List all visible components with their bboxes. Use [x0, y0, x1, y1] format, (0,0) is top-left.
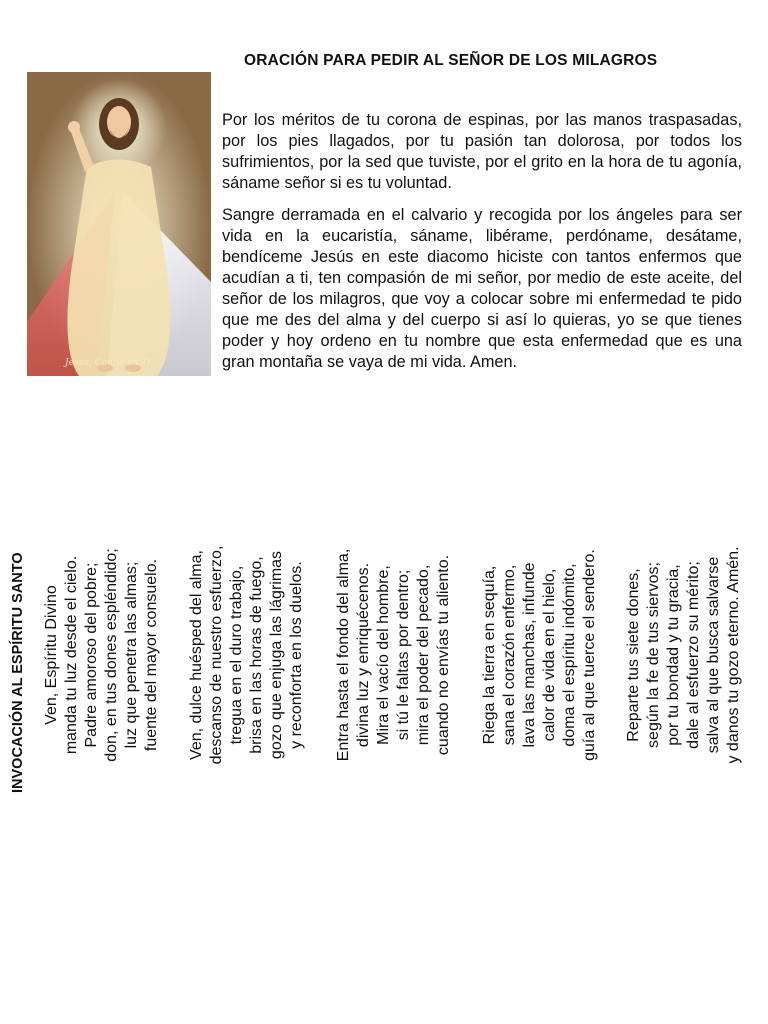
- invocation-section: [0, 515, 768, 815]
- prayer-paragraph-2: Sangre derramada en el calvario y recogida por los ángeles para ser vida en la eucaristía, sáname, libérame, perdóname, desátame, bendíceme Jesús en este diacomo hiciste con tantos enfermos que acudían a ti, ten compasión de mi señor, por medio de este aceite, del señor de los milagros, que voy a colocar sobre mi enfermedad te pido que me des del alma y del cuerpo si así lo quieras, yo se que tienes poder y hoy ordeno en tu nombre que esta enfermedad que es una gran montaña se vaya de mi vida. Amen.: [222, 206, 742, 371]
- stanza-line: Ven, Espíritu Divino: [43, 585, 60, 725]
- divine-mercy-image: [27, 72, 211, 376]
- stanza-line: Riega la tierra en sequía,: [481, 565, 498, 745]
- stanza-4: [480, 505, 604, 805]
- stanza-line: luz que penetra las almas;: [123, 561, 140, 749]
- stanza-line: Mira el vacío del hombre,: [375, 565, 392, 745]
- stanza-line: fuente del mayor consuelo.: [143, 558, 160, 752]
- stanza-line: y reconforta en los duelos.: [288, 561, 305, 749]
- stanza-line: descanso de nuestro esfuerzo,: [208, 545, 225, 765]
- prayer-title: ORACIÓN PARA PEDIR AL SEÑOR DE LOS MILAGROS: [244, 52, 658, 69]
- stanza-line: mira el poder del pecado,: [415, 564, 432, 746]
- invocation-heading: INVOCACIÓN AL ESPÍRITU SANTO: [10, 552, 26, 793]
- stanza-line: según la fe de tus siervos;: [645, 562, 662, 748]
- stanza-line: si tú le faltas por dentro;: [395, 569, 412, 741]
- stanza-line: tregua en el duro trabajo,: [228, 565, 245, 745]
- stanza-line: dale al esfuerzo su mérito;: [685, 561, 702, 749]
- stanza-line: calor de vida en el hielo,: [541, 568, 558, 742]
- stanza-line: guía al que tuerce el sendero.: [581, 549, 598, 761]
- stanza-line: doma el espíritu indómito,: [561, 563, 578, 747]
- stanza-line: cuando no envías tu aliento.: [435, 554, 452, 756]
- stanza-line: y danos tu gozo eterno. Amén.: [725, 546, 742, 764]
- stanza-line: Entra hasta el fondo del alma,: [335, 548, 352, 762]
- image-signature: Jesús, Confío en Ti: [65, 358, 151, 368]
- stanza-line: Reparte tus siete dones,: [625, 568, 642, 742]
- stanza-5: [624, 505, 748, 805]
- stanza-line: salva al que busca salvarse: [705, 556, 722, 754]
- stanza-line: don, en tus dones espléndido;: [103, 548, 120, 762]
- prayer-paragraph-1: Por los méritos de tu corona de espinas, por las manos traspasadas, por los pies llagados, por tu pasión tan dolorosa, por todos los sufrimientos, por la sed que tuviste, por el grito en la hora de tu agonía, sáname señor si es tu voluntad.: [222, 111, 742, 192]
- stanza-line: gozo que enjuga las lágrimas: [268, 550, 285, 760]
- stanza-1: [42, 505, 166, 805]
- stanza-line: lava las manchas, infunde: [521, 562, 538, 748]
- stanza-line: brisa en las horas de fuego,: [248, 556, 265, 754]
- stanza-line: Padre amoroso del pobre;: [83, 562, 100, 748]
- stanza-line: manda tu luz desde el cielo.: [63, 555, 80, 755]
- stanza-line: divina luz y enriquécenos.: [355, 562, 372, 748]
- jesus-figure-illustration: [27, 72, 211, 376]
- stanza-line: sana el corazón enfermo,: [501, 564, 518, 746]
- stanza-2: [187, 505, 311, 805]
- stanza-3: [334, 505, 458, 805]
- stanza-line: Ven, dulce huésped del alma,: [188, 550, 205, 760]
- stanza-line: por tu bondad y tu gracia,: [665, 564, 682, 746]
